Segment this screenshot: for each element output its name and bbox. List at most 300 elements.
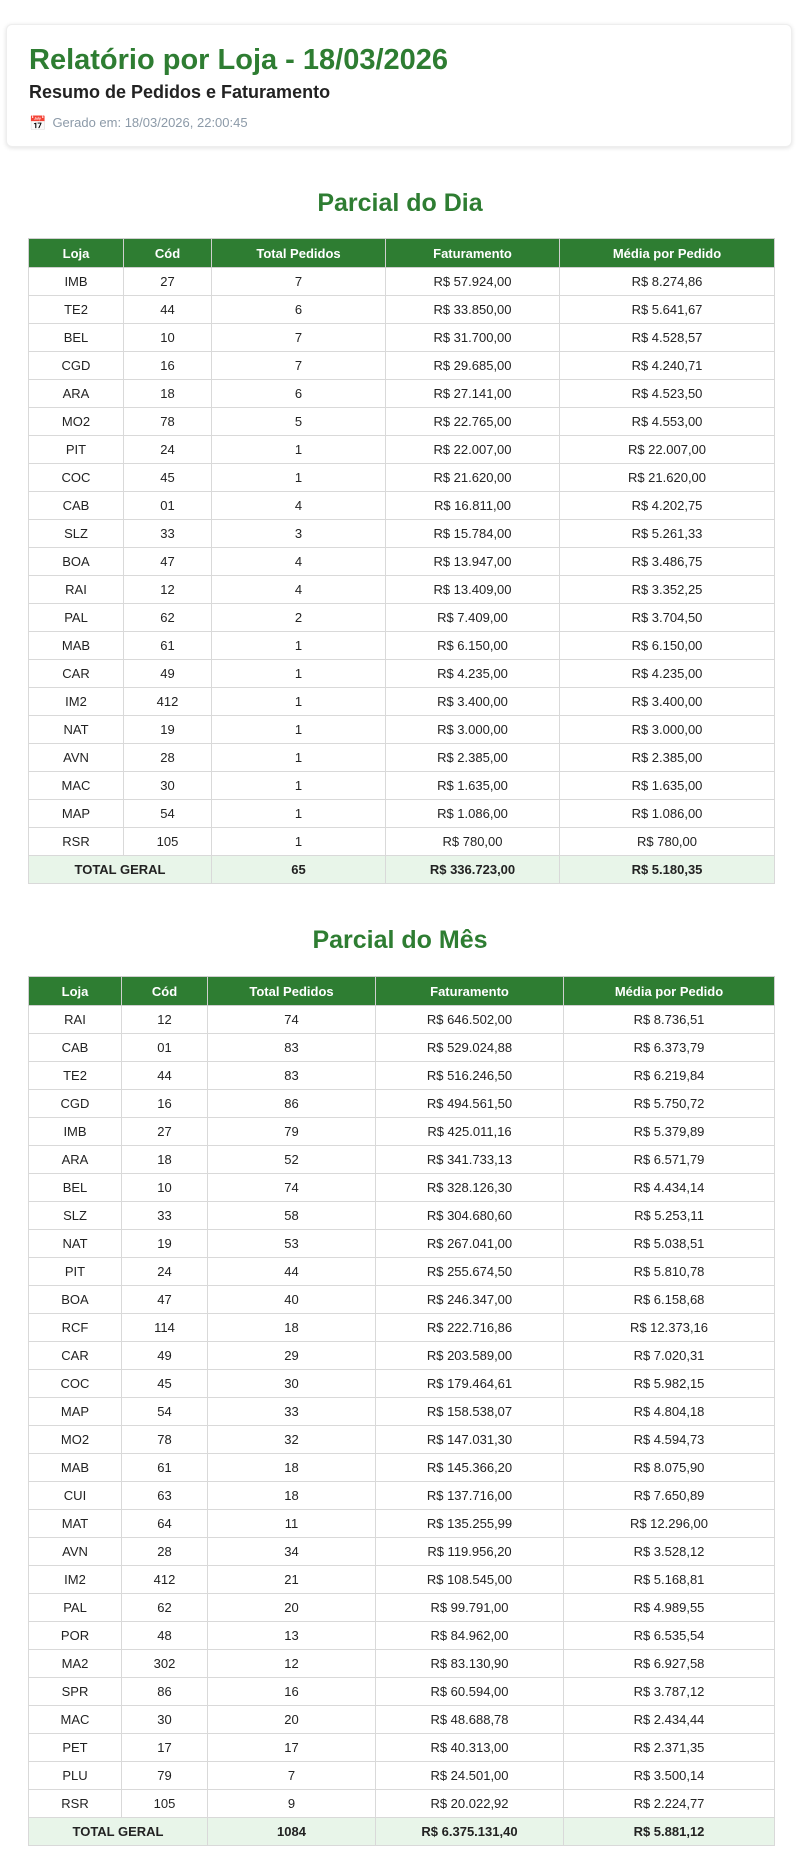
column-header-cod: Cód: [122, 977, 208, 1006]
cell-cod: 47: [124, 548, 212, 576]
cell-media: R$ 5.261,33: [560, 520, 775, 548]
table-row: [29, 1594, 775, 1622]
column-header-media: Média por Pedido: [564, 977, 775, 1006]
cell-total-pedidos: 1: [212, 632, 386, 660]
cell-faturamento: R$ 24.501,00: [376, 1762, 564, 1790]
column-header-total-pedidos: Total Pedidos: [212, 239, 386, 268]
cell-total-pedidos: 2: [212, 604, 386, 632]
table-row: [29, 604, 775, 632]
cell-cod: 49: [124, 660, 212, 688]
table-row: [29, 1454, 775, 1482]
cell-faturamento: R$ 60.594,00: [376, 1678, 564, 1706]
cell-faturamento: R$ 2.385,00: [386, 744, 560, 772]
table-row: [29, 1426, 775, 1454]
cell-loja: RCF: [29, 1314, 122, 1342]
cell-total-pedidos: 6: [212, 296, 386, 324]
cell-total-pedidos: 1: [212, 828, 386, 856]
table-row: [29, 1762, 775, 1790]
cell-total-pedidos: 4: [212, 576, 386, 604]
cell-loja: TE2: [29, 1062, 122, 1090]
total-label: TOTAL GERAL: [29, 856, 212, 884]
cell-total-pedidos: 1: [212, 688, 386, 716]
cell-media: R$ 3.500,14: [564, 1762, 775, 1790]
table-row: [29, 1678, 775, 1706]
table-row: [29, 1202, 775, 1230]
cell-cod: 33: [124, 520, 212, 548]
cell-faturamento: R$ 145.366,20: [376, 1454, 564, 1482]
cell-faturamento: R$ 646.502,00: [376, 1006, 564, 1034]
table-row: [29, 1090, 775, 1118]
cell-total-pedidos: 18: [208, 1454, 376, 1482]
cell-cod: 47: [122, 1286, 208, 1314]
cell-faturamento: R$ 135.255,99: [376, 1510, 564, 1538]
cell-loja: CGD: [29, 1090, 122, 1118]
cell-loja: MAC: [29, 1706, 122, 1734]
cell-total-pedidos: 32: [208, 1426, 376, 1454]
cell-faturamento: R$ 246.347,00: [376, 1286, 564, 1314]
cell-cod: 62: [122, 1594, 208, 1622]
cell-total-pedidos: 13: [208, 1622, 376, 1650]
cell-faturamento: R$ 57.924,00: [386, 268, 560, 296]
cell-faturamento: R$ 158.538,07: [376, 1398, 564, 1426]
cell-faturamento: R$ 1.635,00: [386, 772, 560, 800]
cell-total-pedidos: 53: [208, 1230, 376, 1258]
cell-total-pedidos: 18: [208, 1482, 376, 1510]
cell-loja: BEL: [29, 1174, 122, 1202]
column-header-cod: Cód: [124, 239, 212, 268]
cell-loja: SLZ: [29, 520, 124, 548]
cell-media: R$ 21.620,00: [560, 464, 775, 492]
cell-total-pedidos: 34: [208, 1538, 376, 1566]
cell-faturamento: R$ 137.716,00: [376, 1482, 564, 1510]
cell-total-pedidos: 29: [208, 1342, 376, 1370]
table-row: [29, 1650, 775, 1678]
cell-faturamento: R$ 328.126,30: [376, 1174, 564, 1202]
cell-faturamento: R$ 304.680,60: [376, 1202, 564, 1230]
cell-loja: RSR: [29, 828, 124, 856]
total-row: [29, 1818, 775, 1846]
cell-cod: 45: [124, 464, 212, 492]
cell-media: R$ 5.810,78: [564, 1258, 775, 1286]
table-row: [29, 1006, 775, 1034]
cell-faturamento: R$ 222.716,86: [376, 1314, 564, 1342]
cell-loja: AVN: [29, 744, 124, 772]
cell-loja: POR: [29, 1622, 122, 1650]
cell-total-pedidos: 44: [208, 1258, 376, 1286]
table-row: [29, 1734, 775, 1762]
day-table-body: [29, 268, 775, 884]
cell-total-pedidos: 33: [208, 1398, 376, 1426]
cell-cod: 33: [122, 1202, 208, 1230]
cell-media: R$ 2.434,44: [564, 1706, 775, 1734]
cell-faturamento: R$ 83.130,90: [376, 1650, 564, 1678]
table-row: [29, 1146, 775, 1174]
cell-loja: RSR: [29, 1790, 122, 1818]
cell-cod: 63: [122, 1482, 208, 1510]
cell-cod: 30: [124, 772, 212, 800]
total-media: R$ 5.881,12: [564, 1818, 775, 1846]
table-row: [29, 828, 775, 856]
cell-faturamento: R$ 267.041,00: [376, 1230, 564, 1258]
table-row: [29, 1258, 775, 1286]
cell-media: R$ 3.000,00: [560, 716, 775, 744]
cell-cod: 24: [124, 436, 212, 464]
cell-total-pedidos: 20: [208, 1594, 376, 1622]
cell-media: R$ 12.373,16: [564, 1314, 775, 1342]
cell-faturamento: R$ 1.086,00: [386, 800, 560, 828]
table-row: [29, 688, 775, 716]
month-table-body: [29, 1006, 775, 1846]
cell-faturamento: R$ 780,00: [386, 828, 560, 856]
cell-media: R$ 8.075,90: [564, 1454, 775, 1482]
cell-cod: 61: [124, 632, 212, 660]
cell-loja: MAC: [29, 772, 124, 800]
cell-faturamento: R$ 99.791,00: [376, 1594, 564, 1622]
cell-loja: NAT: [29, 1230, 122, 1258]
cell-media: R$ 7.020,31: [564, 1342, 775, 1370]
cell-loja: RAI: [29, 1006, 122, 1034]
table-row: [29, 268, 775, 296]
cell-total-pedidos: 1: [212, 800, 386, 828]
column-header-media: Média por Pedido: [560, 239, 775, 268]
cell-loja: PAL: [29, 604, 124, 632]
cell-faturamento: R$ 341.733,13: [376, 1146, 564, 1174]
month-section-title: Parcial do Mês: [312, 926, 488, 954]
cell-cod: 48: [122, 1622, 208, 1650]
cell-total-pedidos: 5: [212, 408, 386, 436]
cell-faturamento: R$ 255.674,50: [376, 1258, 564, 1286]
cell-media: R$ 6.158,68: [564, 1286, 775, 1314]
cell-media: R$ 5.038,51: [564, 1230, 775, 1258]
cell-total-pedidos: 18: [208, 1314, 376, 1342]
total-faturamento: R$ 336.723,00: [386, 856, 560, 884]
cell-total-pedidos: 4: [212, 548, 386, 576]
cell-cod: 44: [122, 1062, 208, 1090]
table-row: [29, 1622, 775, 1650]
cell-loja: COC: [29, 464, 124, 492]
cell-media: R$ 3.704,50: [560, 604, 775, 632]
cell-loja: ARA: [29, 1146, 122, 1174]
cell-cod: 62: [124, 604, 212, 632]
cell-faturamento: R$ 27.141,00: [386, 380, 560, 408]
cell-faturamento: R$ 203.589,00: [376, 1342, 564, 1370]
cell-loja: AVN: [29, 1538, 122, 1566]
column-header-loja: Loja: [29, 239, 124, 268]
cell-loja: BOA: [29, 548, 124, 576]
table-row: [29, 1314, 775, 1342]
table-row: [29, 1034, 775, 1062]
cell-cod: 105: [124, 828, 212, 856]
cell-faturamento: R$ 3.400,00: [386, 688, 560, 716]
cell-media: R$ 7.650,89: [564, 1482, 775, 1510]
cell-loja: MAB: [29, 632, 124, 660]
cell-media: R$ 6.535,54: [564, 1622, 775, 1650]
cell-loja: MO2: [29, 1426, 122, 1454]
cell-cod: 28: [122, 1538, 208, 1566]
table-row: [29, 1342, 775, 1370]
cell-cod: 44: [124, 296, 212, 324]
cell-media: R$ 6.373,79: [564, 1034, 775, 1062]
cell-media: R$ 1.086,00: [560, 800, 775, 828]
table-header-row: [29, 239, 775, 268]
page-title: Relatório por Loja - 18/03/2026: [29, 44, 449, 76]
cell-faturamento: R$ 20.022,92: [376, 1790, 564, 1818]
page-subtitle: Resumo de Pedidos e Faturamento: [29, 82, 331, 102]
cell-cod: 30: [122, 1706, 208, 1734]
table-row: [29, 1790, 775, 1818]
cell-media: R$ 4.240,71: [560, 352, 775, 380]
cell-loja: CAR: [29, 660, 124, 688]
cell-cod: 18: [124, 380, 212, 408]
cell-faturamento: R$ 4.235,00: [386, 660, 560, 688]
cell-faturamento: R$ 15.784,00: [386, 520, 560, 548]
cell-faturamento: R$ 516.246,50: [376, 1062, 564, 1090]
cell-faturamento: R$ 29.685,00: [386, 352, 560, 380]
cell-faturamento: R$ 16.811,00: [386, 492, 560, 520]
table-row: [29, 408, 775, 436]
cell-loja: CAR: [29, 1342, 122, 1370]
cell-loja: MAT: [29, 1510, 122, 1538]
cell-loja: IM2: [29, 688, 124, 716]
cell-total-pedidos: 3: [212, 520, 386, 548]
cell-faturamento: R$ 48.688,78: [376, 1706, 564, 1734]
cell-total-pedidos: 83: [208, 1062, 376, 1090]
cell-cod: 10: [122, 1174, 208, 1202]
cell-media: R$ 5.641,67: [560, 296, 775, 324]
table-row: [29, 1230, 775, 1258]
cell-total-pedidos: 40: [208, 1286, 376, 1314]
cell-media: R$ 3.787,12: [564, 1678, 775, 1706]
cell-loja: CUI: [29, 1482, 122, 1510]
cell-loja: SLZ: [29, 1202, 122, 1230]
report-header: [6, 24, 792, 147]
cell-faturamento: R$ 7.409,00: [386, 604, 560, 632]
cell-loja: IMB: [29, 1118, 122, 1146]
cell-cod: 412: [124, 688, 212, 716]
cell-media: R$ 22.007,00: [560, 436, 775, 464]
table-row: [29, 1538, 775, 1566]
table-row: [29, 632, 775, 660]
total-media: R$ 5.180,35: [560, 856, 775, 884]
cell-loja: PIT: [29, 1258, 122, 1286]
cell-cod: 12: [122, 1006, 208, 1034]
cell-faturamento: R$ 31.700,00: [386, 324, 560, 352]
cell-faturamento: R$ 13.409,00: [386, 576, 560, 604]
cell-total-pedidos: 6: [212, 380, 386, 408]
cell-cod: 302: [122, 1650, 208, 1678]
cell-cod: 105: [122, 1790, 208, 1818]
cell-total-pedidos: 4: [212, 492, 386, 520]
table-row: [29, 772, 775, 800]
cell-loja: CGD: [29, 352, 124, 380]
cell-cod: 01: [124, 492, 212, 520]
table-row: [29, 800, 775, 828]
cell-cod: 412: [122, 1566, 208, 1594]
cell-media: R$ 4.553,00: [560, 408, 775, 436]
table-row: [29, 436, 775, 464]
column-header-faturamento: Faturamento: [376, 977, 564, 1006]
table-row: [29, 1286, 775, 1314]
cell-cod: 18: [122, 1146, 208, 1174]
cell-total-pedidos: 17: [208, 1734, 376, 1762]
cell-media: R$ 12.296,00: [564, 1510, 775, 1538]
cell-cod: 61: [122, 1454, 208, 1482]
cell-faturamento: R$ 21.620,00: [386, 464, 560, 492]
cell-cod: 16: [122, 1090, 208, 1118]
cell-media: R$ 8.274,86: [560, 268, 775, 296]
cell-cod: 12: [124, 576, 212, 604]
cell-total-pedidos: 7: [208, 1762, 376, 1790]
cell-media: R$ 8.736,51: [564, 1006, 775, 1034]
cell-loja: SPR: [29, 1678, 122, 1706]
cell-total-pedidos: 7: [212, 324, 386, 352]
cell-cod: 28: [124, 744, 212, 772]
cell-media: R$ 3.486,75: [560, 548, 775, 576]
cell-total-pedidos: 1: [212, 744, 386, 772]
cell-total-pedidos: 74: [208, 1174, 376, 1202]
cell-total-pedidos: 79: [208, 1118, 376, 1146]
cell-faturamento: R$ 6.150,00: [386, 632, 560, 660]
cell-total-pedidos: 52: [208, 1146, 376, 1174]
cell-total-pedidos: 16: [208, 1678, 376, 1706]
table-header-row: [29, 977, 775, 1006]
cell-cod: 78: [122, 1426, 208, 1454]
cell-cod: 49: [122, 1342, 208, 1370]
cell-cod: 78: [124, 408, 212, 436]
table-row: [29, 1118, 775, 1146]
table-row: [29, 716, 775, 744]
cell-loja: PAL: [29, 1594, 122, 1622]
cell-cod: 19: [124, 716, 212, 744]
cell-loja: CAB: [29, 1034, 122, 1062]
calendar-icon: 📅: [29, 115, 47, 131]
table-row: [29, 324, 775, 352]
table-row: [29, 1482, 775, 1510]
cell-faturamento: R$ 494.561,50: [376, 1090, 564, 1118]
table-row: [29, 660, 775, 688]
cell-cod: 17: [122, 1734, 208, 1762]
cell-total-pedidos: 7: [212, 268, 386, 296]
cell-faturamento: R$ 33.850,00: [386, 296, 560, 324]
cell-cod: 27: [122, 1118, 208, 1146]
table-row: [29, 1062, 775, 1090]
cell-total-pedidos: 1: [212, 772, 386, 800]
cell-media: R$ 5.253,11: [564, 1202, 775, 1230]
table-row: [29, 492, 775, 520]
table-row: [29, 744, 775, 772]
cell-faturamento: R$ 425.011,16: [376, 1118, 564, 1146]
cell-faturamento: R$ 13.947,00: [386, 548, 560, 576]
column-header-loja: Loja: [29, 977, 122, 1006]
cell-cod: 45: [122, 1370, 208, 1398]
cell-media: R$ 4.235,00: [560, 660, 775, 688]
cell-media: R$ 4.528,57: [560, 324, 775, 352]
cell-loja: MAP: [29, 1398, 122, 1426]
cell-cod: 19: [122, 1230, 208, 1258]
cell-loja: IMB: [29, 268, 124, 296]
cell-media: R$ 4.202,75: [560, 492, 775, 520]
cell-media: R$ 4.594,73: [564, 1426, 775, 1454]
total-label: TOTAL GERAL: [29, 1818, 208, 1846]
cell-media: R$ 4.523,50: [560, 380, 775, 408]
table-row: [29, 520, 775, 548]
cell-total-pedidos: 9: [208, 1790, 376, 1818]
cell-media: R$ 2.371,35: [564, 1734, 775, 1762]
day-table: [28, 238, 775, 884]
cell-cod: 01: [122, 1034, 208, 1062]
cell-cod: 27: [124, 268, 212, 296]
cell-total-pedidos: 21: [208, 1566, 376, 1594]
table-row: [29, 548, 775, 576]
cell-media: R$ 5.982,15: [564, 1370, 775, 1398]
table-row: [29, 1370, 775, 1398]
cell-loja: MAB: [29, 1454, 122, 1482]
table-row: [29, 296, 775, 324]
cell-media: R$ 5.379,89: [564, 1118, 775, 1146]
cell-loja: IM2: [29, 1566, 122, 1594]
cell-media: R$ 5.168,81: [564, 1566, 775, 1594]
cell-faturamento: R$ 84.962,00: [376, 1622, 564, 1650]
cell-faturamento: R$ 108.545,00: [376, 1566, 564, 1594]
total-row: [29, 856, 775, 884]
cell-cod: 114: [122, 1314, 208, 1342]
cell-total-pedidos: 1: [212, 716, 386, 744]
column-header-faturamento: Faturamento: [386, 239, 560, 268]
cell-faturamento: R$ 119.956,20: [376, 1538, 564, 1566]
cell-media: R$ 6.927,58: [564, 1650, 775, 1678]
cell-cod: 54: [122, 1398, 208, 1426]
cell-faturamento: R$ 22.765,00: [386, 408, 560, 436]
cell-cod: 86: [122, 1678, 208, 1706]
cell-media: R$ 4.434,14: [564, 1174, 775, 1202]
cell-total-pedidos: 30: [208, 1370, 376, 1398]
cell-loja: BOA: [29, 1286, 122, 1314]
table-row: [29, 380, 775, 408]
cell-media: R$ 4.804,18: [564, 1398, 775, 1426]
table-row: [29, 352, 775, 380]
cell-faturamento: R$ 3.000,00: [386, 716, 560, 744]
table-row: [29, 1398, 775, 1426]
cell-media: R$ 4.989,55: [564, 1594, 775, 1622]
cell-faturamento: R$ 147.031,30: [376, 1426, 564, 1454]
cell-loja: PET: [29, 1734, 122, 1762]
cell-total-pedidos: 74: [208, 1006, 376, 1034]
total-pedidos: 65: [212, 856, 386, 884]
cell-loja: MAP: [29, 800, 124, 828]
cell-loja: MA2: [29, 1650, 122, 1678]
cell-total-pedidos: 1: [212, 436, 386, 464]
cell-cod: 10: [124, 324, 212, 352]
cell-media: R$ 3.352,25: [560, 576, 775, 604]
cell-loja: NAT: [29, 716, 124, 744]
cell-media: R$ 5.750,72: [564, 1090, 775, 1118]
cell-faturamento: R$ 529.024,88: [376, 1034, 564, 1062]
cell-cod: 24: [122, 1258, 208, 1286]
table-row: [29, 576, 775, 604]
cell-loja: ARA: [29, 380, 124, 408]
cell-total-pedidos: 20: [208, 1706, 376, 1734]
month-table: [28, 976, 775, 1846]
cell-media: R$ 6.150,00: [560, 632, 775, 660]
table-row: [29, 1706, 775, 1734]
cell-total-pedidos: 83: [208, 1034, 376, 1062]
cell-loja: COC: [29, 1370, 122, 1398]
cell-cod: 54: [124, 800, 212, 828]
cell-loja: RAI: [29, 576, 124, 604]
cell-total-pedidos: 1: [212, 660, 386, 688]
cell-total-pedidos: 7: [212, 352, 386, 380]
generated-timestamp: [29, 115, 769, 131]
